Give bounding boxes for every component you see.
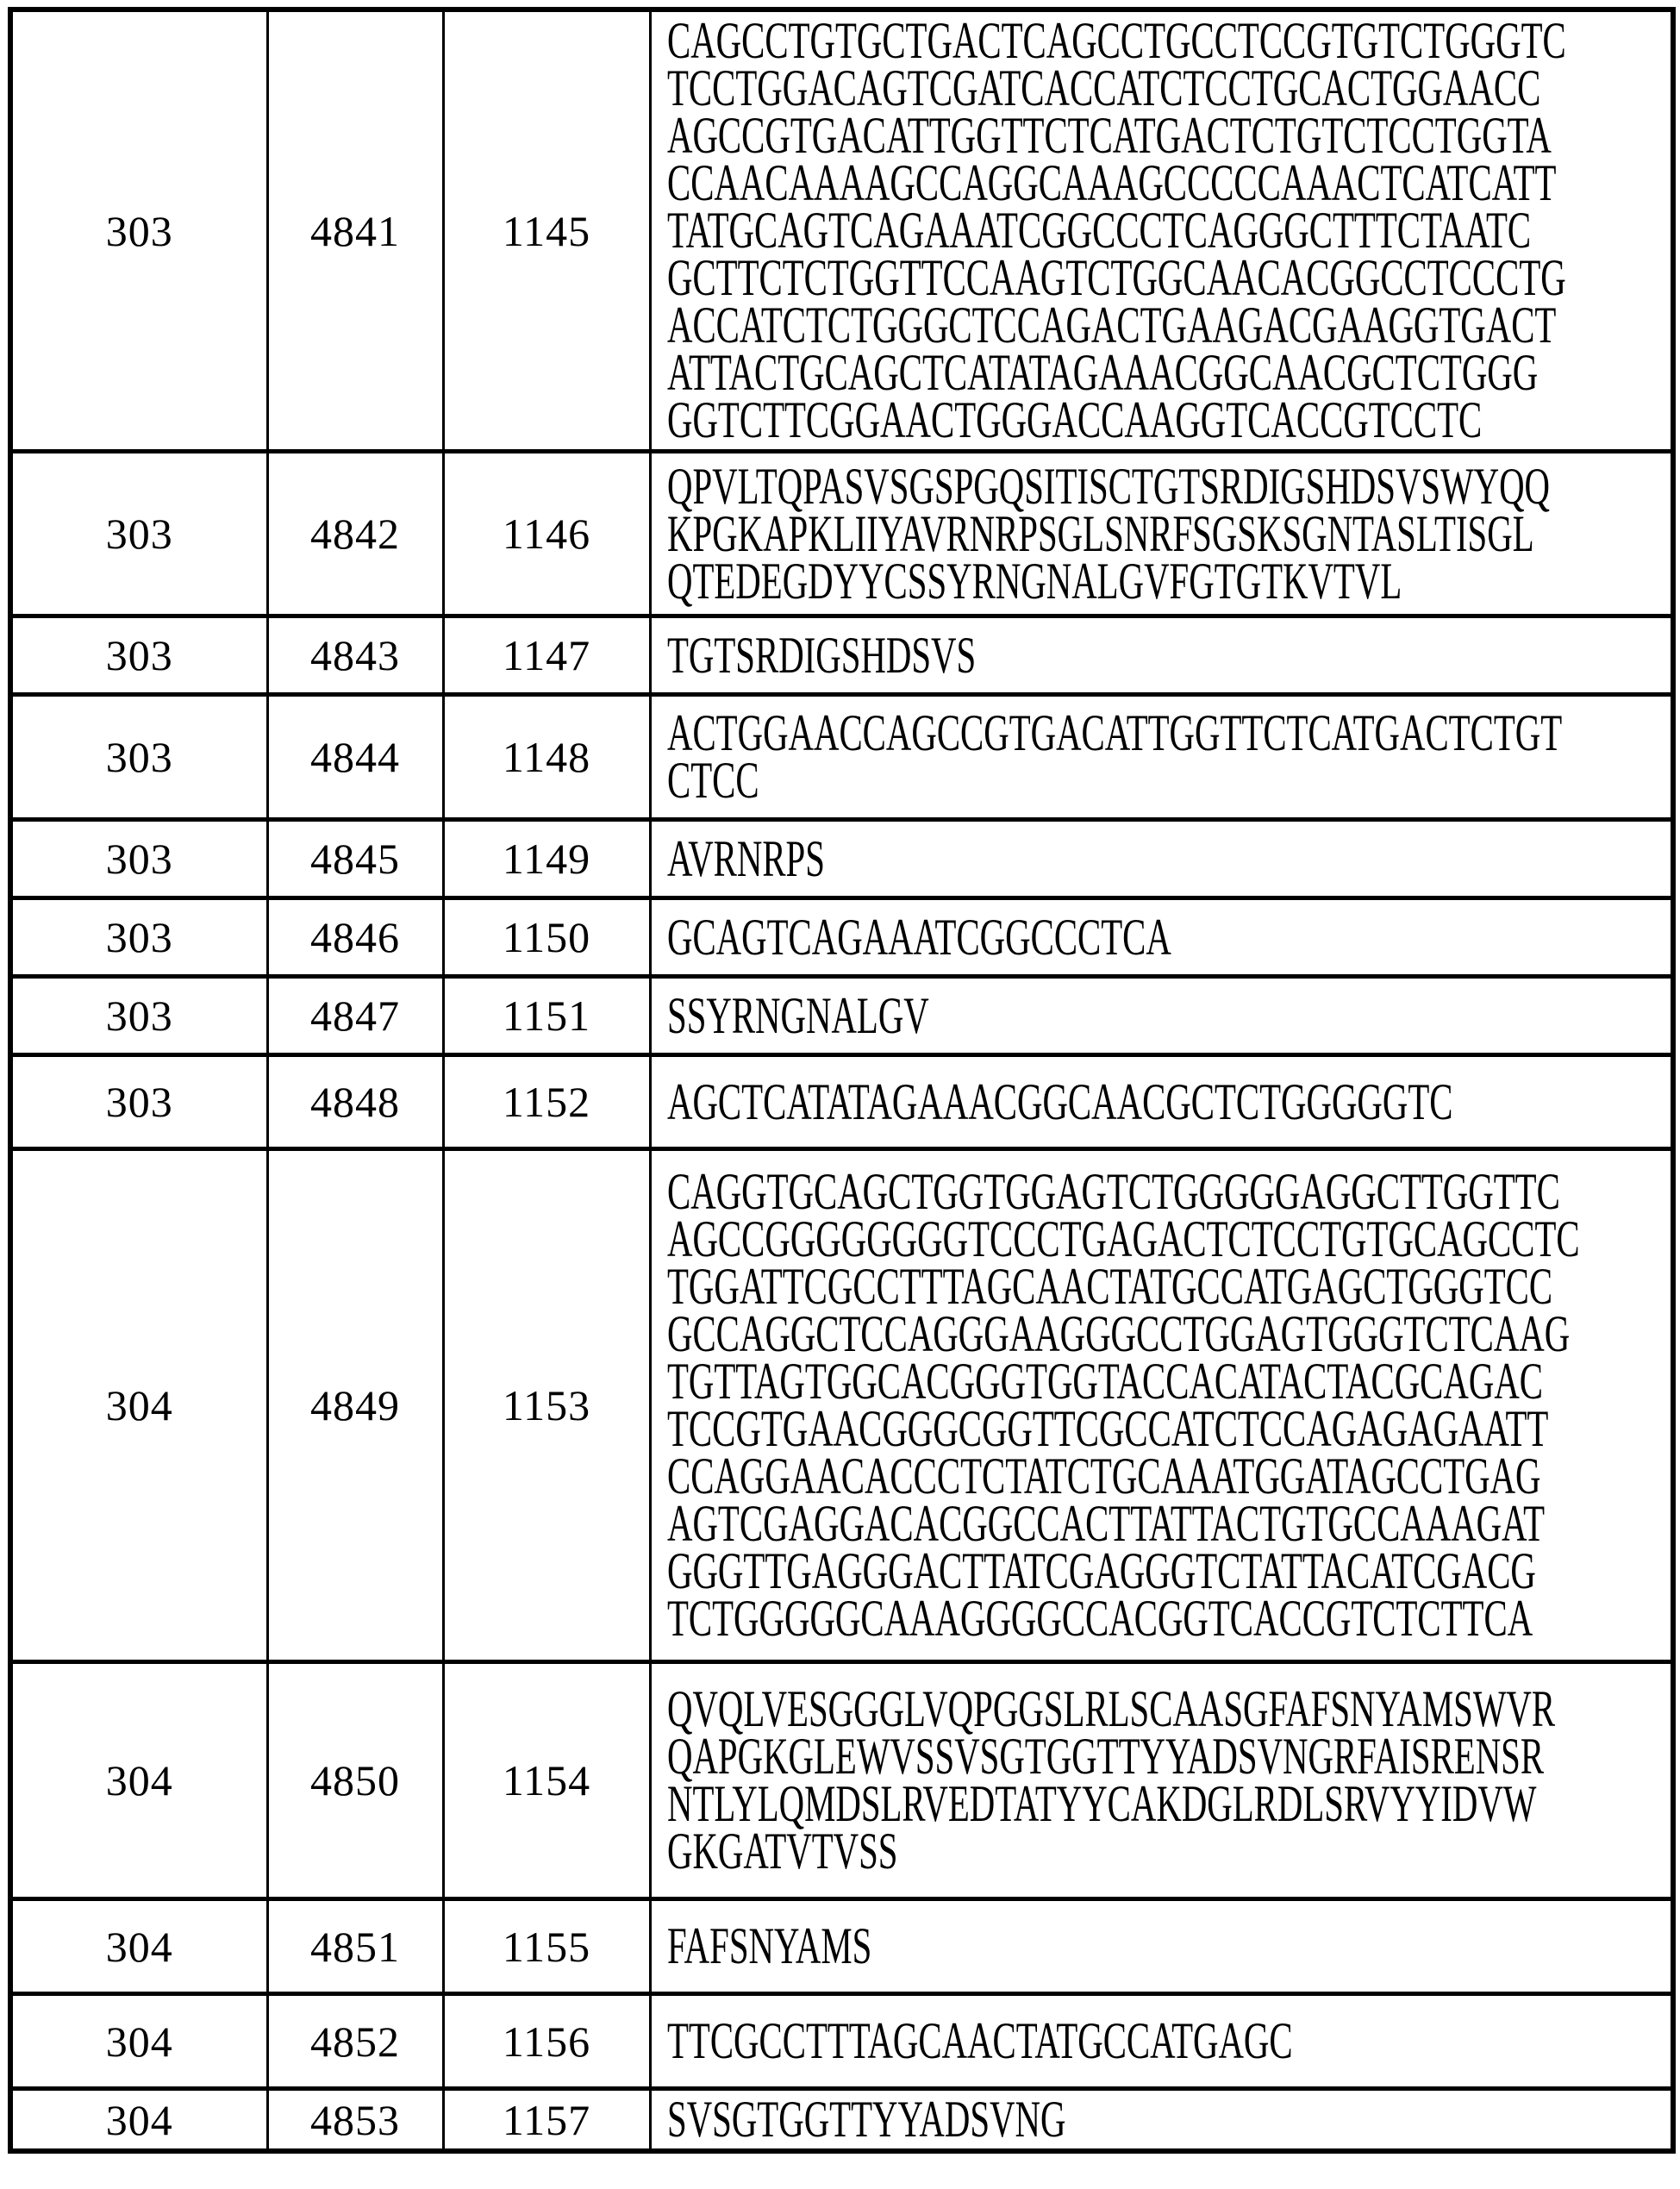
cell-col2-value: 4852 (310, 2017, 400, 2066)
cell-col3 (443, 977, 650, 1055)
table-row (10, 452, 1673, 616)
cell-col2 (267, 1149, 443, 1662)
cell-col1-value: 303 (105, 733, 173, 781)
cell-col2 (267, 977, 443, 1055)
cell-col1 (10, 1055, 267, 1149)
cell-col1-value: 304 (105, 2095, 173, 2144)
table-row (10, 1149, 1673, 1662)
cell-col1-value: 303 (105, 510, 173, 558)
cell-col1-value: 303 (105, 206, 173, 255)
cell-col2 (267, 695, 443, 820)
cell-col1 (10, 1662, 267, 1899)
cell-col3-value: 1153 (502, 1381, 591, 1429)
sequence-text: AVRNRPS (666, 829, 825, 887)
cell-col1-value: 303 (105, 913, 173, 961)
cell-col3 (443, 820, 650, 898)
cell-col1 (10, 2089, 267, 2152)
cell-col3-value: 1154 (502, 1756, 591, 1804)
cell-sequence (650, 9, 1673, 452)
cell-sequence (650, 616, 1673, 695)
cell-col1-value: 304 (105, 2017, 173, 2066)
cell-col2-value: 4841 (310, 206, 400, 255)
table-row (10, 1994, 1673, 2089)
cell-col2-value: 4845 (310, 835, 400, 883)
cell-col1 (10, 898, 267, 977)
cell-col1 (10, 977, 267, 1055)
cell-col2 (267, 1994, 443, 2089)
cell-col2-value: 4846 (310, 913, 400, 961)
cell-col1-value: 304 (105, 1756, 173, 1804)
cell-col2-value: 4850 (310, 1756, 400, 1804)
sequence-text: GCAGTCAGAAATCGGCCCTCA (666, 908, 1171, 966)
sequence-text: QPVLTQPASVSGSPGQSITISCTGTSRDIGSHDSVSWYQQ KPGKAPKLIIYAVRNRPSGLSNRFSGSKSGNTASLTISGL QTEDEGDYYCSSYRNGNALGVFGTGTKVTVL (666, 457, 1550, 610)
cell-col1 (10, 616, 267, 695)
cell-col1-value: 303 (105, 835, 173, 883)
cell-col3-value: 1148 (502, 733, 591, 781)
cell-col3-value: 1156 (502, 2017, 591, 2066)
cell-col1 (10, 1899, 267, 1994)
cell-col2 (267, 820, 443, 898)
cell-col2-value: 4842 (310, 510, 400, 558)
cell-col3-value: 1151 (502, 991, 591, 1040)
sequence-text: TTCGCCTTTAGCAACTATGCCATGAGC (666, 2012, 1293, 2069)
sequence-text: QVQLVESGGGLVQPGGSLRLSCAASGFAFSNYAMSWVR QAPGKGLEWVSSVSGTGGTTYYADSVNGRFAISRENSR NTLYLQMDSLRVEDTATYYCAKDGLRDLSRVYYIDVW GKGATVTVSS (666, 1680, 1555, 1879)
sequence-listing-table (8, 7, 1676, 2154)
cell-col3-value: 1152 (502, 1078, 591, 1126)
cell-col2-value: 4851 (310, 1922, 400, 1971)
cell-col2-value: 4843 (310, 631, 400, 679)
cell-col1-value: 304 (105, 1381, 173, 1429)
table-row (10, 1899, 1673, 1994)
cell-sequence (650, 2089, 1673, 2152)
cell-sequence (650, 820, 1673, 898)
cell-col3 (443, 9, 650, 452)
table-row (10, 695, 1673, 820)
cell-col2 (267, 452, 443, 616)
cell-col1-value: 303 (105, 991, 173, 1040)
cell-col3-value: 1149 (502, 835, 591, 883)
cell-sequence (650, 695, 1673, 820)
sequence-text: ACTGGAACCAGCCGTGACATTGGTTCTCATGACTCTGT CTCC (666, 704, 1562, 809)
cell-col3-value: 1157 (502, 2095, 591, 2144)
cell-col2 (267, 1055, 443, 1149)
cell-col3 (443, 695, 650, 820)
cell-col1 (10, 9, 267, 452)
cell-col1-value: 303 (105, 631, 173, 679)
cell-col1-value: 304 (105, 1922, 173, 1971)
cell-col2 (267, 616, 443, 695)
table-row (10, 2089, 1673, 2152)
cell-col3 (443, 2089, 650, 2152)
cell-col3 (443, 1149, 650, 1662)
cell-col1 (10, 820, 267, 898)
sequence-table-body (10, 9, 1673, 2151)
cell-col2 (267, 1899, 443, 1994)
table-row (10, 820, 1673, 898)
cell-col3-value: 1150 (502, 913, 591, 961)
sequence-text: TGTSRDIGSHDSVS (666, 626, 976, 684)
cell-col3-value: 1147 (502, 631, 591, 679)
sequence-text: AGCTCATATAGAAACGGCAACGCTCTGGGGGTC (666, 1073, 1452, 1130)
cell-col3 (443, 898, 650, 977)
cell-col2-value: 4853 (310, 2095, 400, 2144)
sequence-text: FAFSNYAMS (666, 1917, 871, 1974)
cell-col2-value: 4847 (310, 991, 400, 1040)
cell-sequence (650, 1055, 1673, 1149)
document-page (0, 7, 1680, 2189)
cell-sequence (650, 898, 1673, 977)
cell-col2 (267, 1662, 443, 1899)
cell-sequence (650, 1899, 1673, 1994)
sequence-text: SSYRNGNALGV (666, 986, 929, 1044)
cell-col3-value: 1146 (502, 510, 591, 558)
cell-sequence (650, 452, 1673, 616)
cell-sequence (650, 1994, 1673, 2089)
cell-sequence (650, 1149, 1673, 1662)
cell-col2 (267, 9, 443, 452)
cell-col3 (443, 1662, 650, 1899)
table-row (10, 616, 1673, 695)
cell-col1-value: 303 (105, 1078, 173, 1126)
cell-col1 (10, 695, 267, 820)
sequence-text: CAGGTGCAGCTGGTGGAGTCTGGGGGAGGCTTGGTTC AGCCGGGGGGGGTCCCTGAGACTCTCCTGTGCAGCCTC TGGATTCGCCTTTAGCAACTATGCCATGAGCTGGGTCC GCCAGGCTCCAGGGAAGGGCCTGGAGTGGGTCTCAAG TGTTAGTGGCACGGGTGGTACCACATACTACGCAGAC TCCGTGAACGGGCGGTTCGCCATCTCCAGAGAGAATT CCAGGAACACCCTCTATCTGCAAATGGATAGCCTGAG AGTCGAGGACACGGCCACTTATTACTGTGCCAAAGAT GGGTTGAGGGACTTATCGAGGGTCTATTACATCGACG TCTGGGGGCAAAGGGGCCACGGTCACCGTCTCTTCA (666, 1163, 1580, 1647)
table-row (10, 9, 1673, 452)
table-row (10, 1055, 1673, 1149)
cell-col2 (267, 898, 443, 977)
cell-col1 (10, 452, 267, 616)
cell-col1 (10, 1149, 267, 1662)
sequence-text: SVSGTGGTTYYADSVNG (666, 2091, 1065, 2148)
cell-sequence (650, 1662, 1673, 1899)
cell-col3 (443, 1994, 650, 2089)
cell-col2-value: 4844 (310, 733, 400, 781)
cell-col1 (10, 1994, 267, 2089)
cell-col3 (443, 1899, 650, 1994)
table-row (10, 898, 1673, 977)
cell-col3-value: 1145 (502, 206, 591, 255)
cell-col3 (443, 1055, 650, 1149)
table-row (10, 977, 1673, 1055)
sequence-text: CAGCCTGTGCTGACTCAGCCTGCCTCCGTGTCTGGGTC TCCTGGACAGTCGATCACCATCTCCTGCACTGGAACC AGCCGTGACATTGGTTCTCATGACTCTGTCTCCTGGTA CCAACAAAAGCCAGGCAAAGCCCCCAAACTCATCATT TATGCAGTCAGAAATCGGCCCTCAGGGCTTTCTAATC GCTTCTCTGGTTCCAAGTCTGGCAACACGGCCTCCCTG ACCATCTCTGGGCTCCAGACTGAAGACGAAGGTGACT ATTACTGCAGCTCATATAGAAACGGCAACGCTCTGGG GGTCTTCGGAACTGGGACCAAGGTCACCGTCCTC (666, 12, 1566, 448)
cell-col3-value: 1155 (502, 1922, 591, 1971)
table-row (10, 1662, 1673, 1899)
cell-col2-value: 4848 (310, 1078, 400, 1126)
cell-col2-value: 4849 (310, 1381, 400, 1429)
cell-col2 (267, 2089, 443, 2152)
cell-col3 (443, 616, 650, 695)
cell-sequence (650, 977, 1673, 1055)
cell-col3 (443, 452, 650, 616)
